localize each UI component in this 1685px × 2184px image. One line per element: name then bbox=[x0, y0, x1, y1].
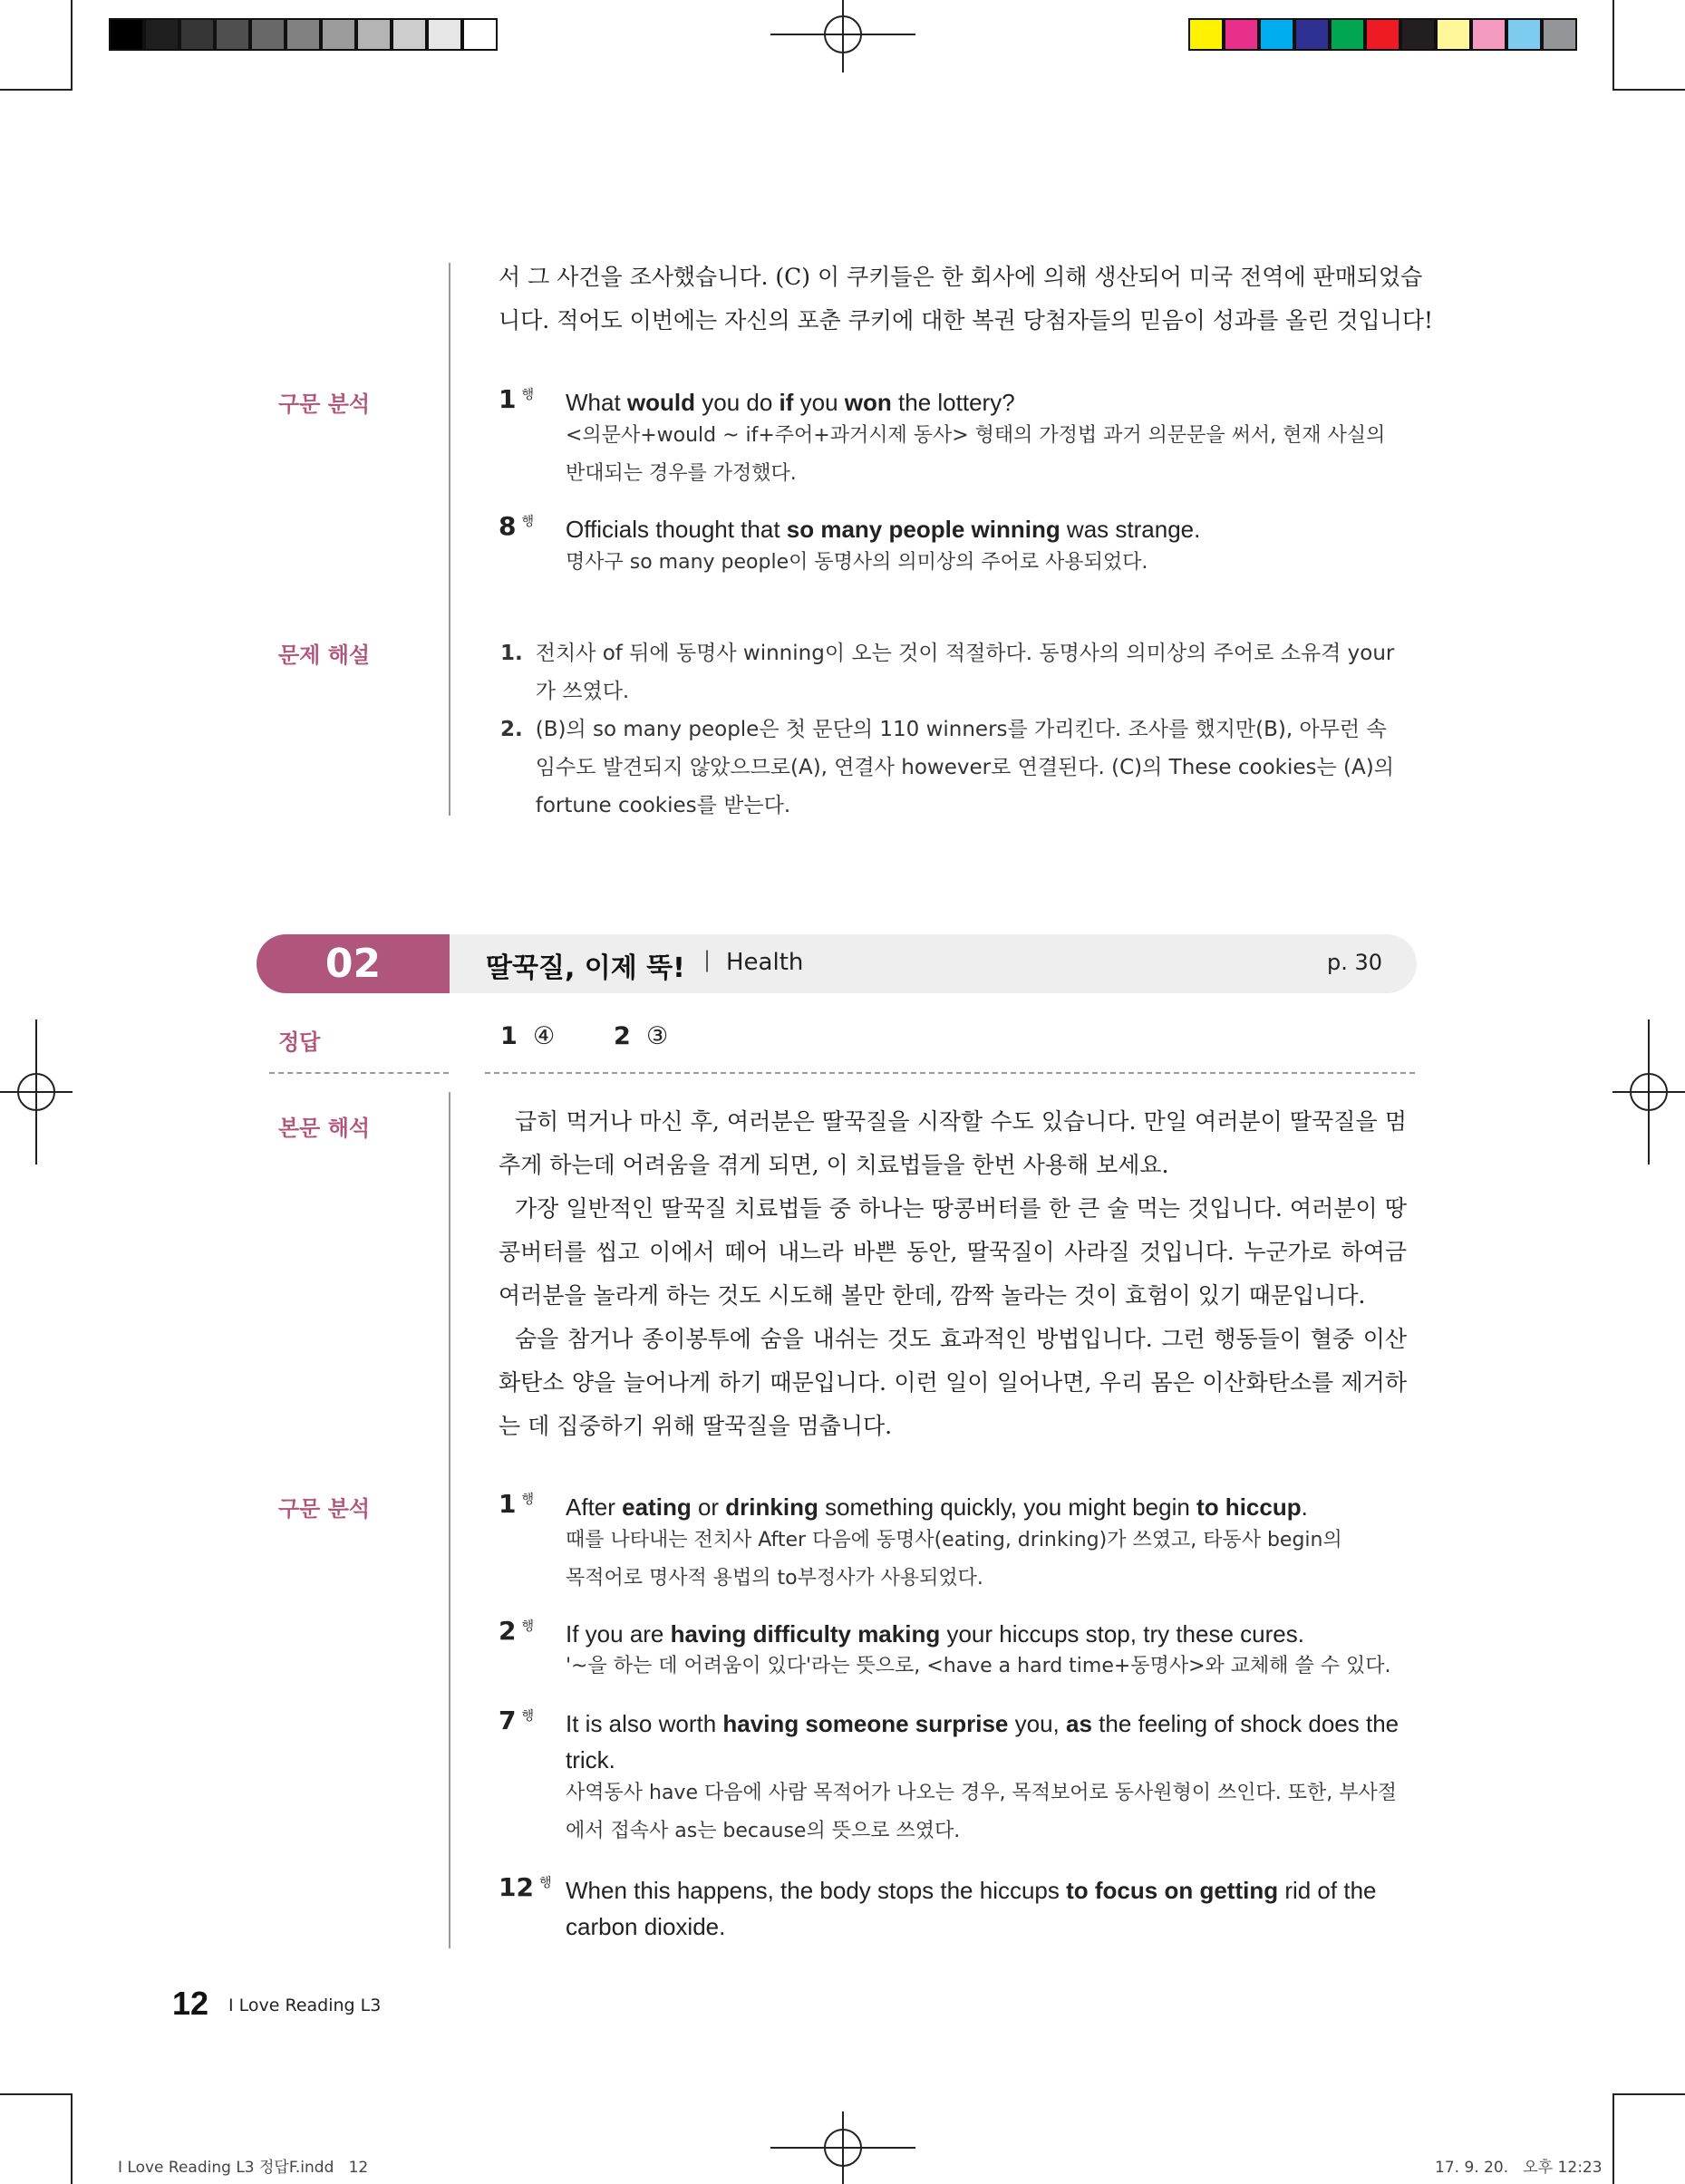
example-sentence: After eating or drinking something quickly, you might begin to hiccup. bbox=[566, 1493, 1308, 1521]
registration-target-right bbox=[1612, 1020, 1685, 1164]
example-sentence: Officials thought that so many people winning was strange. bbox=[566, 516, 1201, 543]
translation-paragraph: 숨을 참거나 종이봉투에 숨을 내쉬는 것도 효과적인 방법입니다. 그런 행동들이 혈중 이산화탄소 양을 늘어나게 하기 때문입니다. 이런 일이 일어나면, 우리 몸은 이산화탄소를 제거하는 데 집중하기 위해 딸꾹질을 멈춥니다. bbox=[499, 1326, 1407, 1439]
example-sentence: When this happens, the body stops the hiccups to focus on getting rid of the carbon dioxide. bbox=[566, 1877, 1377, 1940]
translation-label: 본문 해석 bbox=[278, 1116, 371, 1141]
registration-target-top bbox=[770, 0, 915, 72]
line-number: 7 $^행$ bbox=[499, 1706, 535, 1735]
color-swatch bbox=[1224, 18, 1259, 51]
translation-paragraph: 급히 먹거나 마신 후, 여러분은 딸꾹질을 시작할 수도 있습니다. 만일 여러분이 딸꾹질을 멈추게 하는데 어려움을 겪게 되면, 이 치료법들을 한번 사용해 보세요. bbox=[499, 1108, 1407, 1178]
color-swatch bbox=[144, 18, 179, 51]
color-swatch bbox=[1188, 18, 1224, 51]
line-number: 1 $^행$ bbox=[499, 1489, 535, 1519]
title-separator: | bbox=[703, 947, 712, 972]
color-swatch bbox=[1365, 18, 1400, 51]
solution-item: 1. 전치사 of 뒤에 동명사 winning이 오는 것이 적절하다. 동명사의 의미상의 주어로 소유격 your가 쓰였다. bbox=[500, 642, 1395, 703]
answer-label: 정답 bbox=[278, 1029, 321, 1055]
color-swatch bbox=[179, 18, 215, 51]
unit-banner bbox=[257, 934, 1417, 993]
color-swatch bbox=[321, 18, 356, 51]
color-swatch bbox=[1436, 18, 1471, 51]
line-number: 1 $^행$ bbox=[499, 384, 535, 414]
color-swatch bbox=[356, 18, 392, 51]
answer-item: 2 ③ bbox=[614, 1022, 669, 1050]
grammar-note: '~을 하는 데 어려움이 있다'라는 뜻으로, <have a hard time+동명사>와 교체해 쓸 수 있다. bbox=[566, 1655, 1391, 1677]
color-swatch bbox=[109, 18, 144, 51]
example-sentence: It is also worth having someone surprise you, as the feeling of shock does the trick. bbox=[566, 1710, 1399, 1773]
problem-solution-label: 문제 해설 bbox=[278, 643, 371, 668]
book-title: I Love Reading L3 bbox=[228, 1996, 382, 2015]
unit-title: 딸꾹질, 이제 뚝! bbox=[486, 952, 685, 984]
color-swatch bbox=[1330, 18, 1365, 51]
column-divider-bottom bbox=[449, 1092, 450, 1948]
translation-paragraph: 가장 일반적인 딸꾹질 치료법들 중 하나는 땅콩버터를 한 큰 술 먹는 것입니다. 여러분이 땅콩버터를 씹고 이에서 떼어 내느라 바쁜 동안, 딸꾹질이 사라질 것입니다. 누군가로 하여금 여러분을 놀라게 하는 것도 시도해 볼만 한데, 깜짝 놀라는 것이 효험이 있기 때문입니다. bbox=[499, 1195, 1407, 1309]
color-swatch bbox=[1259, 18, 1294, 51]
unit-number: 02 bbox=[257, 934, 450, 993]
color-swatch bbox=[392, 18, 427, 51]
registration-target-left bbox=[0, 1020, 73, 1164]
color-swatch bbox=[286, 18, 321, 51]
color-swatch bbox=[462, 18, 498, 51]
slug-file-info: I Love Reading L3 정답F.indd 12 bbox=[118, 2159, 369, 2177]
grammar-note: 때를 나타내는 전치사 After 다음에 동명사(eating, drinking)가 쓰였고, 타동사 begin의 목적어로 명사적 용법의 to부정사가 사용되었다. bbox=[566, 1529, 1342, 1590]
syntax-analysis-label: 구문 분석 bbox=[278, 391, 371, 417]
slug-timestamp: 17. 9. 20. 오후 12:23 bbox=[1435, 2159, 1603, 2177]
passage-line: 니다. 적어도 이번에는 자신의 포춘 쿠키에 대한 복권 당첨자들의 믿음이 성과를 올린 것입니다! bbox=[499, 307, 1434, 333]
grammar-note: 명사구 so many people이 동명사의 의미상의 주어로 사용되었다. bbox=[566, 551, 1148, 574]
answer-divider-right bbox=[485, 1072, 1415, 1074]
line-number: 8 $^행$ bbox=[499, 511, 535, 541]
unit-title-bar bbox=[450, 934, 1417, 993]
line-number: 2 $^행$ bbox=[499, 1616, 535, 1646]
page-number: 12 bbox=[172, 1985, 209, 2022]
unit-category: Health bbox=[726, 949, 804, 976]
example-sentence: If you are having difficulty making your hiccups stop, try these cures. bbox=[566, 1620, 1304, 1648]
line-number: 12 $^행$ bbox=[499, 1872, 552, 1902]
example-sentence: What would you do if you won the lottery? bbox=[566, 389, 1015, 416]
grammar-note: 사역동사 have 다음에 사람 목적어가 나오는 경우, 목적보어로 동사원형이 쓰인다. 또한, 부사절 에서 접속사 as는 because의 뜻으로 쓰였다. bbox=[566, 1782, 1397, 1842]
answer-divider-left bbox=[269, 1072, 449, 1074]
color-swatch bbox=[215, 18, 250, 51]
grammar-note: <의문사+would ~ if+주어+과거시제 동사> 형태의 가정법 과거 의문문을 써서, 현재 사실의 반대되는 경우를 가정했다. bbox=[566, 424, 1386, 485]
color-swatch bbox=[1471, 18, 1506, 51]
passage-line: 서 그 사건을 조사했습니다. (C) 이 쿠키들은 한 회사에 의해 생산되어 미국 전역에 판매되었습 bbox=[499, 264, 1423, 290]
page-reference: p. 30 bbox=[1326, 950, 1382, 975]
color-swatch bbox=[250, 18, 286, 51]
color-swatch bbox=[1294, 18, 1330, 51]
solution-item: 2. (B)의 so many people은 첫 문단의 110 winners를 가리킨다. 조사를 했지만(B), 아무런 속임수도 발견되지 않았으므로(A), 연결사 however로 연결된다. (C)의 These cookies는 (A)의 fortune cookies를 받는다. bbox=[500, 718, 1394, 817]
column-divider-top bbox=[449, 263, 450, 816]
color-swatch bbox=[1542, 18, 1577, 51]
answer-item: 1 ④ bbox=[500, 1022, 556, 1050]
registration-target-bottom bbox=[770, 2112, 915, 2184]
color-swatch bbox=[1400, 18, 1436, 51]
syntax-analysis-label: 구문 분석 bbox=[278, 1496, 371, 1522]
color-swatch bbox=[1506, 18, 1542, 51]
color-swatch bbox=[427, 18, 462, 51]
